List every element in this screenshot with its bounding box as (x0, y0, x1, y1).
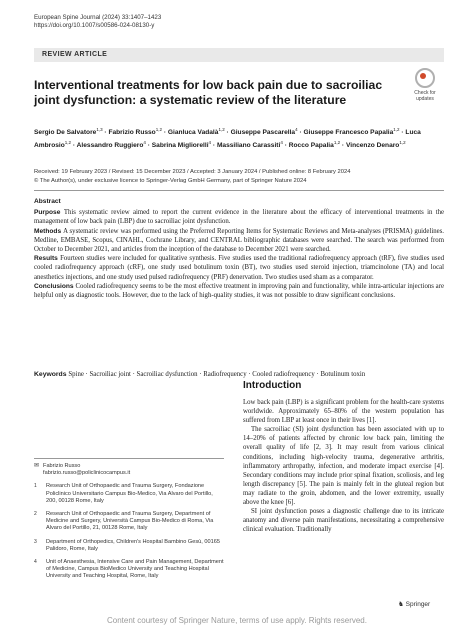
affiliation-item (34, 483, 224, 505)
abstract-heading: Abstract (34, 198, 61, 205)
affiliation-text: Research Unit of Orthopaedic and Trauma Surgery, Fondazione Policlinico Universitario Campus Bio-Medico, Via Alvaro del Portillo, 200, 00128 Rome, Italy (46, 483, 213, 504)
affiliation-item (34, 539, 224, 553)
dates-line: Received: 19 February 2023 / Revised: 15 December 2023 / Accepted: 3 January 2024 / Published online: 8 February 2024 (34, 169, 351, 175)
article-type-label: REVIEW ARTICLE (42, 51, 108, 58)
keyword: Cooled radiofrequency (252, 371, 315, 378)
abstract-paragraph (34, 208, 444, 226)
affiliation-number: 2 (34, 511, 37, 518)
divider (34, 190, 444, 191)
abstract-section-text: Cooled radiofrequency seems to be the most effective treatment in improving pain and functionality, while intra-articular injections are helpful only as diagnostic tools. However, due to the lack of high-quality studies, it was not possible to draw significant conclusions. (34, 282, 444, 300)
intro-paragraph: The sacroiliac (SI) joint dysfunction has been associated with up to 14–20% of patients affected by chronic low back pain, limiting the overall quality of life [2, 3]. It may result from various clinical conditions, including high-velocity trauma, degenerative arthritis, inflammatory arthropathy, infection, and moderate impact exercise [4]. Secondary conditions may include prior spinal fixation, scoliosis, and leg length discrepancy [5]. The pain is mainly felt in the gluteal region but may radiate to the groin, abdomen, and the lower extremity, usually above the knee [6]. (243, 426, 444, 507)
abstract-section-label: Results (34, 255, 61, 263)
author-affiliation-mark: 1,3 (96, 127, 103, 132)
intro-paragraph: SI joint dysfunction poses a diagnostic challenge due to its intricate anatomy and diverse pain manifestations, necessitating a comprehensive clinical evaluation. Traditionally (243, 508, 444, 534)
author-name[interactable]: Giuseppe Francesco Papalia (303, 129, 394, 137)
author-affiliation-mark: 4 (280, 139, 283, 145)
publisher-name: Springer (405, 601, 431, 608)
keyword: Sacroiliac dysfunction (136, 371, 198, 378)
check-updates-label: Check for updates (414, 90, 436, 102)
affiliation-item (34, 511, 224, 533)
abstract-paragraph (34, 227, 444, 255)
keyword: Spine (68, 371, 84, 378)
author-affiliation-mark: 4 (208, 139, 212, 145)
author-name[interactable]: Sabrina Migliorelli (151, 141, 209, 149)
author-affiliation-mark: 1,2 (218, 127, 225, 132)
abstract-section (34, 197, 444, 300)
correspondence-email[interactable]: fabrizio.russo@policlinicocampus.it (43, 470, 131, 477)
author-separator: · (102, 129, 109, 137)
publisher-logo (398, 600, 430, 608)
keyword-separator: · (197, 371, 204, 378)
divider (34, 458, 224, 459)
keywords-line (34, 371, 444, 378)
affiliation-item (34, 559, 224, 581)
keyword: Botulinum toxin (320, 371, 366, 378)
author-name[interactable]: Sergio De Salvatore (34, 129, 97, 137)
check-for-updates-badge[interactable] (410, 68, 440, 106)
affiliation-number: 1 (34, 483, 37, 490)
article-title: Interventional treatments for low back pain due to sacroiliac joint dysfunction: a systematic review of the literature (34, 78, 383, 107)
author-name[interactable]: Gianluca Vadalà (167, 129, 219, 137)
affiliation-number: 3 (34, 538, 37, 545)
intro-paragraph: Low back pain (LBP) is a significant problem for the health-care systems worldwide. Approximately 65–80% of the western population has suffered from LBP at least once in their lives [1]. (243, 399, 444, 425)
author-separator: · (297, 129, 304, 137)
author-separator: · (161, 129, 168, 137)
author-name[interactable]: Massiliano Carassiti (216, 141, 281, 149)
author-name[interactable]: Luca Ambrosio (34, 129, 421, 149)
author-name[interactable]: Fabrizio Russo (108, 129, 156, 137)
author-affiliation-mark: 1,2 (399, 139, 406, 145)
affiliation-text: Research Unit of Orthopaedic and Trauma Surgery, Department of Medicine and Surgery, Università Campus Bio-Medico di Roma, Via Alvaro del Portillo, 21, 00128 Rome, Italy (46, 511, 214, 532)
affiliation-text: Department of Orthopedics, Children's Hospital Bambino Gesù, 00165 Palidoro, Rome, Italy (46, 538, 220, 552)
author-separator: · (145, 141, 152, 149)
author-separator: · (399, 129, 406, 137)
author-affiliation-mark: 1,2 (393, 127, 400, 132)
springer-horse-icon: ♞ (398, 601, 404, 608)
copyright-line: © The Author(s), under exclusive licence to Springer-Verlag GmbH Germany, part of Springer Nature 2024 (34, 177, 307, 184)
keyword-separator: · (130, 371, 137, 378)
affiliation-text: Unit of Anaesthesia, Intensive Care and Pain Management, Department of Medicine, Campus BioMedico University and Teaching Hospital University and Teaching Hospital, Rome, Italy (46, 559, 224, 580)
correspondence-name: Fabrizio Russo (43, 463, 81, 469)
journal-header (34, 14, 161, 30)
keyword-separator: · (83, 371, 90, 378)
author-separator: · (282, 141, 289, 149)
introduction-heading: Introduction (243, 380, 302, 391)
author-affiliation-mark: 4 (295, 127, 298, 132)
author-separator: · (211, 141, 217, 149)
introduction-body (243, 398, 444, 534)
abstract-section-text: This systematic review aimed to report the current evidence in the literature about the efficacy of interventional treatments in the management of low back pain (LBP) due to sacroiliac joint dysfunction. (34, 209, 445, 226)
abstract-paragraph (34, 282, 444, 300)
keyword: Sacroiliac joint (89, 371, 131, 378)
author-info-column (34, 458, 224, 581)
author-affiliation-mark: 1,2 (64, 139, 72, 145)
courtesy-footer: Content courtesy of Springer Nature, terms of use apply. Rights reserved. (107, 616, 367, 625)
keyword: Radiofrequency (203, 371, 247, 378)
author-name[interactable]: Rocco Papalia (288, 141, 334, 149)
affiliation-number: 4 (34, 559, 37, 566)
author-affiliation-mark: 4 (143, 139, 146, 145)
author-separator: · (71, 141, 77, 149)
update-icon (415, 68, 435, 88)
keywords-label: Keywords (34, 371, 69, 378)
correspondence (34, 463, 224, 477)
author-list (34, 125, 444, 150)
journal-citation: European Spine Journal (2024) 33:1407–1423 (34, 14, 162, 21)
doi-link[interactable]: https://doi.org/10.1007/s00586-024-08130-y (34, 22, 155, 29)
keyword-separator: · (246, 371, 253, 378)
author-affiliation-mark: 1,2 (155, 127, 162, 132)
author-separator: · (340, 141, 346, 149)
author-name[interactable]: Giuseppe Pascarella (230, 129, 296, 137)
author-affiliation-mark: 1,2 (333, 139, 341, 145)
envelope-icon: ✉ (34, 463, 40, 469)
article-type-banner (34, 48, 444, 62)
publication-dates (34, 168, 444, 185)
abstract-section-label: Purpose (34, 209, 64, 217)
author-name[interactable]: Alessandro Ruggiero (76, 141, 144, 149)
author-name[interactable]: Vincenzo Denaro (345, 141, 400, 149)
abstract-section-text: Fourteen studies were included for qualitative synthesis. Five studies used the traditional radiofrequency approach (tRF), five studies used cooled radiofrequency approach (cRF), one study used botulinum toxin (BT), two studies used steroid injection, triamcinolone (TA) and local anesthetics injections, and one study used pulsed radiofrequency (PRF) denervation. Two studies used sham as a comparator. (34, 255, 444, 281)
keyword-separator: · (314, 371, 321, 378)
abstract-section-label: Conclusions (34, 282, 76, 290)
abstract-paragraph (34, 254, 444, 282)
author-separator: · (224, 129, 231, 137)
abstract-section-text: A systematic review was performed using the Preferred Reporting Items for Systematic Reviews and Meta-analyses (PRISMA) guidelines. Medline, EMBASE, Scopus, CINAHL, Cochrane Library, and CENTRAL bibliographic databases were searched. The search was performed from October to December 2021, and articles from the inception of the database to December 2021 were searched. (34, 227, 444, 254)
abstract-section-label: Methods (34, 227, 64, 235)
